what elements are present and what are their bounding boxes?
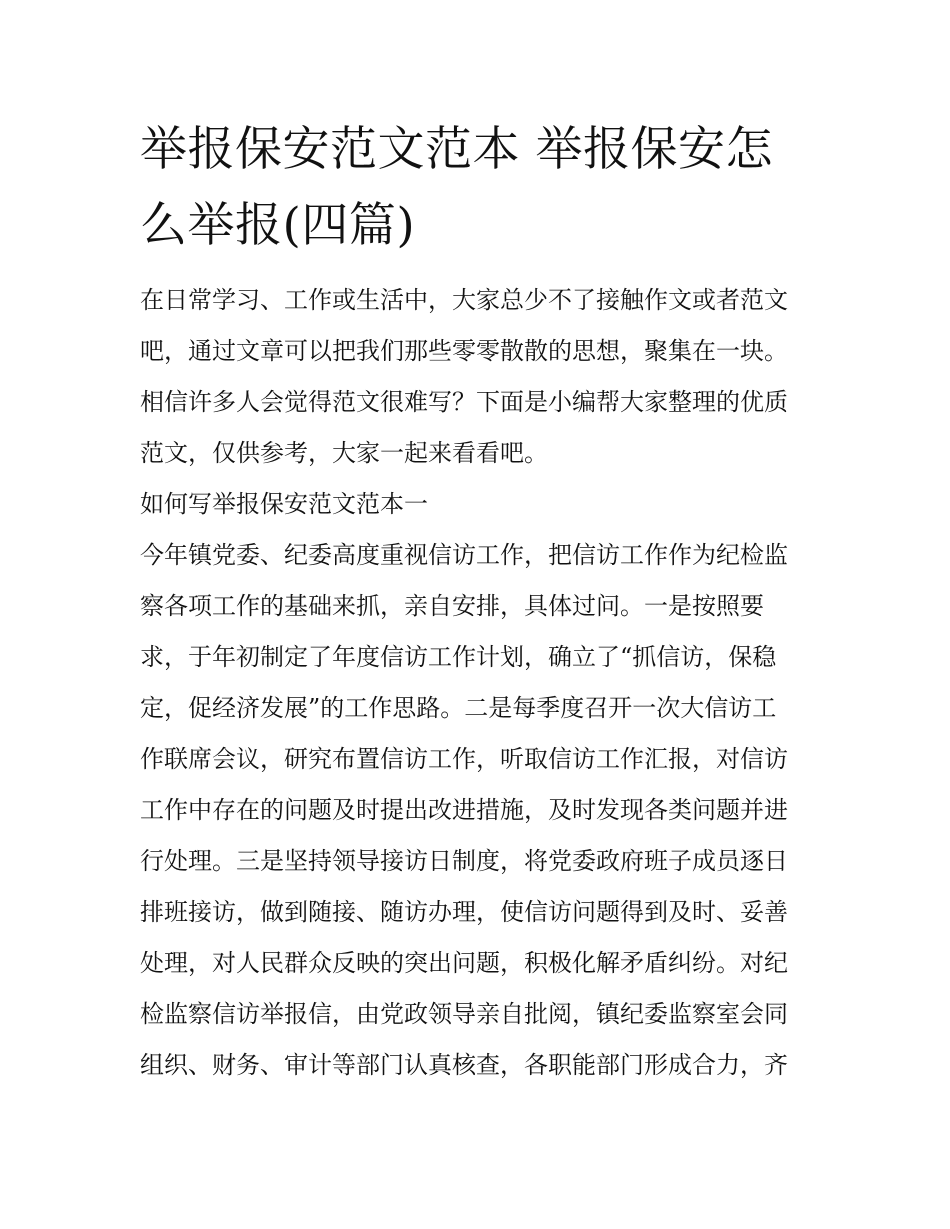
body-paragraph: [140, 530, 812, 1091]
text-line: 工作中存在的问题及时提出改进措施，及时发现各类问题并进: [140, 796, 788, 824]
intro-paragraph: [140, 275, 812, 479]
text-line: 定，促经济发展”的工作思路。二是每季度召开一次大信访工: [140, 694, 777, 722]
document-page: [140, 112, 812, 1091]
text-line: 行处理。三是坚持领导接访日制度，将党委政府班子成员逐日: [140, 847, 788, 875]
title-line: 么举报(四篇): [140, 198, 416, 253]
text-line: 范文，仅供参考，大家一起来看看吧。: [140, 439, 548, 467]
text-line: 今年镇党委、纪委高度重视信访工作，把信访工作作为纪检监: [140, 541, 788, 569]
text-line: 组织、财务、审计等部门认真核查，各职能部门形成合力，齐: [140, 1051, 788, 1079]
section-heading: 如何写举报保安范文范本一: [140, 490, 428, 518]
text-line: 在日常学习、工作或生活中，大家总少不了接触作文或者范文: [140, 286, 788, 314]
text-line: 作联席会议，研究布置信访工作，听取信访工作汇报，对信访: [140, 745, 788, 773]
text-line: 检监察信访举报信，由党政领导亲自批阅，镇纪委监察室会同: [140, 1000, 788, 1028]
document-body: [140, 275, 812, 1091]
text-line: 求，于年初制定了年度信访工作计划，确立了“抓信访，保稳: [140, 643, 777, 671]
text-line: 吧，通过文章可以把我们那些零零散散的思想，聚集在一块。: [140, 337, 788, 365]
text-line: 察各项工作的基础来抓，亲自安排，具体过问。一是按照要: [140, 592, 764, 620]
document-title: [140, 112, 812, 264]
title-line: 举报保安范文范本 举报保安怎: [140, 122, 773, 177]
text-line: 处理，对人民群众反映的突出问题，积极化解矛盾纠纷。对纪: [140, 949, 788, 977]
text-line: 相信许多人会觉得范文很难写？下面是小编帮大家整理的优质: [140, 388, 788, 416]
text-line: 排班接访，做到随接、随访办理，使信访问题得到及时、妥善: [140, 898, 788, 926]
